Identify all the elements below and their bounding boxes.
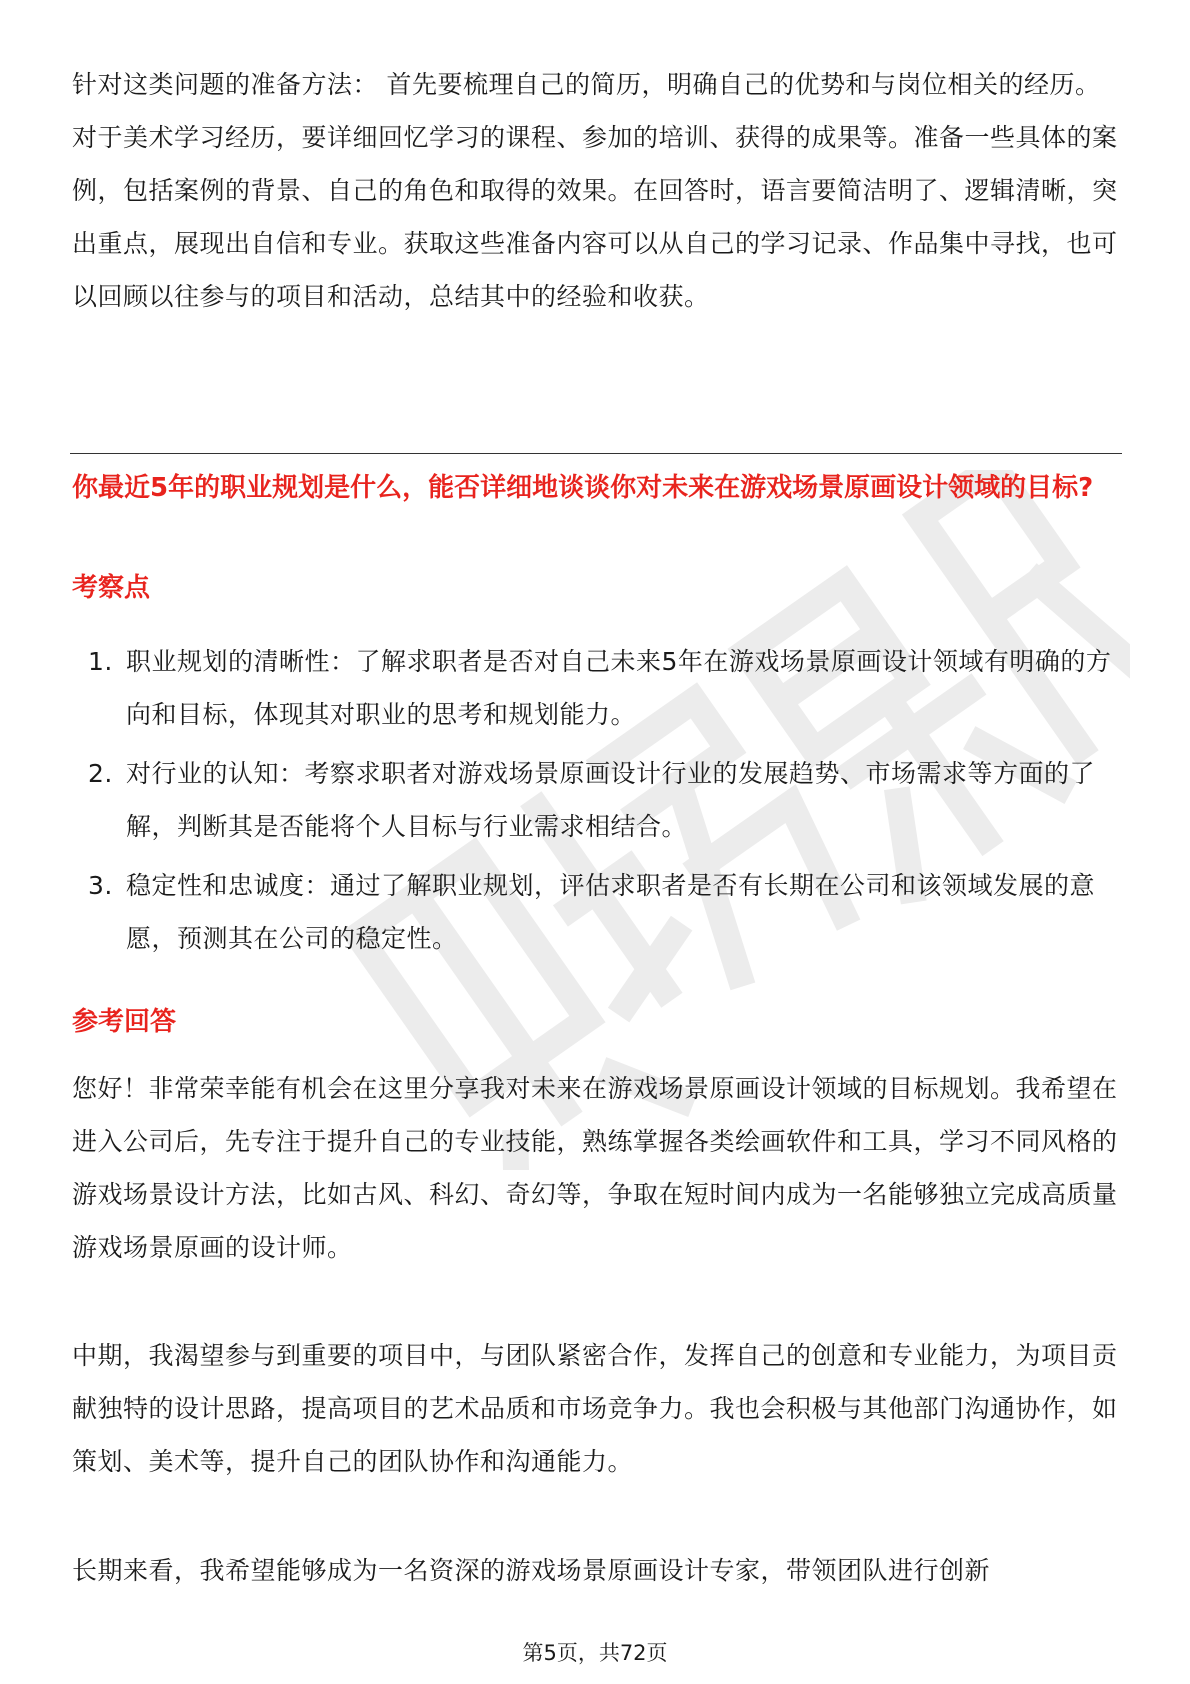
list-item bbox=[72, 635, 1122, 741]
answer-heading: 参考回答 bbox=[72, 1007, 177, 1037]
points-heading: 考察点 bbox=[72, 573, 151, 603]
answer-paragraph: 中期，我渴望参与到重要的项目中，与团队紧密合作，发挥自己的创意和专业能力，为项目贡献独特的设计思路，提高项目的艺术品质和市场竞争力。我也会积极与其他部门沟通协作，如策划、美术等，提升自己的团队协作和沟通能力。 bbox=[72, 1341, 1118, 1476]
page-number-footer: 第5页，共72页 bbox=[522, 1641, 668, 1665]
list-item bbox=[72, 747, 1122, 853]
list-item-text: 对行业的认知：考察求职者对游戏场景原画设计行业的发展趋势、市场需求等方面的了解，判断其是否能将个人目标与行业需求相结合。 bbox=[126, 759, 1096, 841]
answer-paragraph: 您好！非常荣幸能有机会在这里分享我对未来在游戏场景原画设计领域的目标规划。我希望在进入公司后，先专注于提升自己的专业技能，熟练掌握各类绘画软件和工具，学习不同风格的游戏场景设计方法，比如古风、科幻、奇幻等，争取在短时间内成为一名能够独立完成高质量游戏场景原画的设计师。 bbox=[72, 1074, 1118, 1262]
list-item bbox=[72, 859, 1122, 965]
question-heading: 你最近5年的职业规划是什么，能否详细地谈谈你对未来在游戏场景原画设计领域的目标? bbox=[72, 473, 1094, 503]
section-divider bbox=[70, 453, 1122, 454]
list-item-text: 稳定性和忠诚度：通过了解职业规划，评估求职者是否有长期在公司和该领域发展的意愿，预测其在公司的稳定性。 bbox=[126, 871, 1096, 953]
points-list bbox=[72, 635, 1122, 971]
list-item-number: 3. bbox=[88, 871, 113, 900]
list-item-number: 2. bbox=[88, 759, 113, 788]
list-item-number: 1. bbox=[88, 647, 113, 676]
list-item-text: 职业规划的清晰性：了解求职者是否对自己未来5年在游戏场景原画设计领域有明确的方向和目标，体现其对职业的思考和规划能力。 bbox=[126, 647, 1112, 729]
intro-paragraph: 针对这类问题的准备方法： 首先要梳理自己的简历，明确自己的优势和与岗位相关的经历。对于美术学习经历，要详细回忆学习的课程、参加的培训、获得的成果等。准备一些具体的案例，包括案例的背景、自己的角色和取得的效果。在回答时，语言要简洁明了、逻辑清晰，突出重点，展现出自信和专业。获取这些准备内容可以从自己的学习记录、作品集中寻找，也可以回顾以往参与的项目和活动，总结其中的经验和收获。 bbox=[72, 70, 1118, 311]
answer-paragraph: 长期来看，我希望能够成为一名资深的游戏场景原画设计专家，带领团队进行创新 bbox=[72, 1556, 991, 1585]
